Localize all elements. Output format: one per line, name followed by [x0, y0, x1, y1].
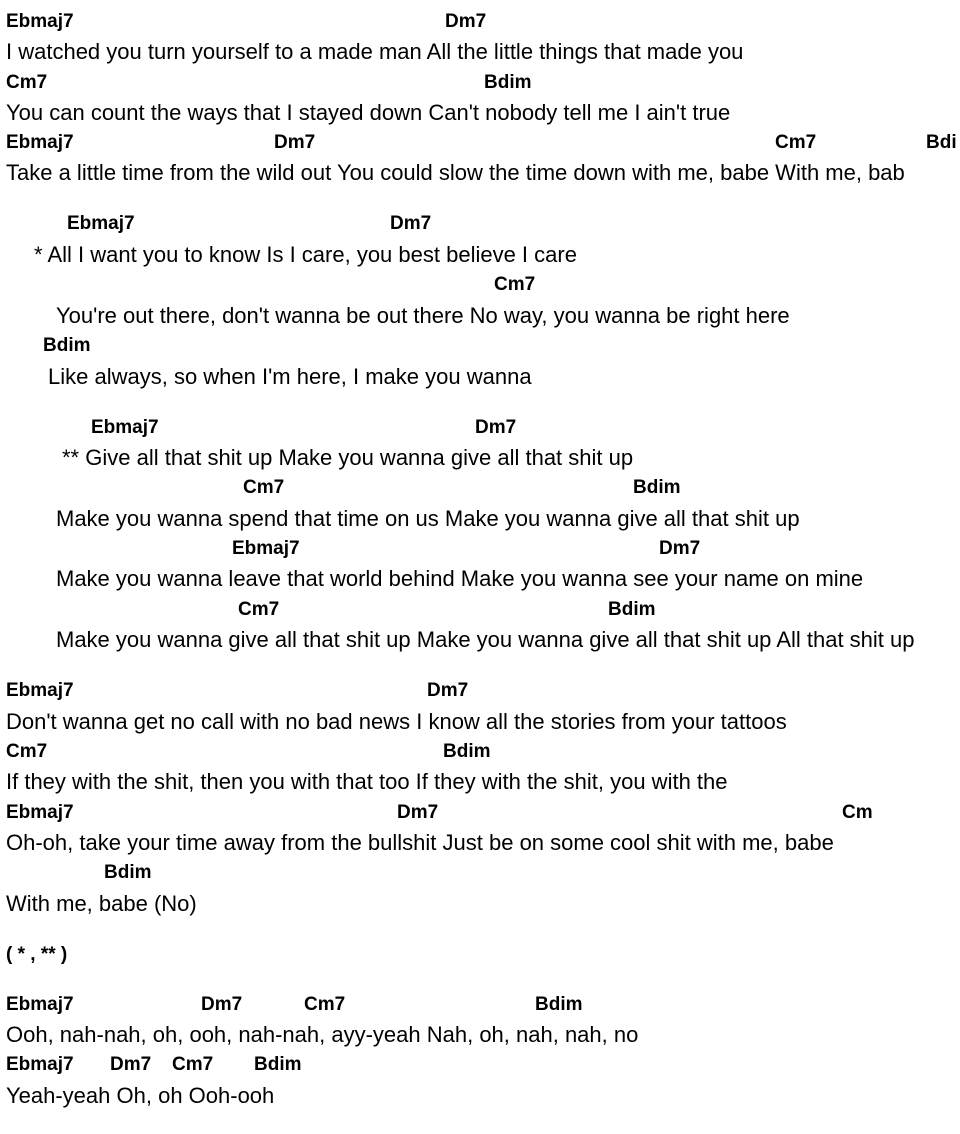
chord: Cm7: [243, 477, 285, 498]
lyric-line: With me, babe (No): [6, 891, 197, 916]
lyric-line: If they with the shit, then you with that too If they with the shit, you with the: [6, 769, 728, 794]
chord: Cm7: [238, 599, 280, 620]
chord: Bdi: [926, 132, 957, 153]
chord: Ebmaj7: [6, 680, 74, 701]
chord: Bdim: [535, 994, 583, 1015]
chord: Bdim: [633, 477, 681, 498]
chord: Ebmaj7: [6, 1054, 74, 1075]
chord: Bdim: [254, 1054, 302, 1075]
chord: Bdim: [484, 72, 532, 93]
chord: Cm: [842, 802, 873, 823]
lyric-line: Make you wanna spend that time on us Make you wanna give all that shit up: [56, 506, 800, 531]
chord: Dm7: [427, 680, 469, 701]
chord: Bdim: [443, 741, 491, 762]
lyric-line: Make you wanna give all that shit up Make you wanna give all that shit up All that shit up: [56, 627, 915, 652]
lyric-line: You can count the ways that I stayed down Can't nobody tell me I ain't true: [6, 100, 731, 125]
chord: Ebmaj7: [67, 213, 135, 234]
chord: Ebmaj7: [6, 11, 74, 32]
chord: Cm7: [494, 274, 536, 295]
lyric-line: Make you wanna leave that world behind Make you wanna see your name on mine: [56, 566, 864, 591]
lyric-line: Ooh, nah-nah, oh, ooh, nah-nah, ayy-yeah Nah, oh, nah, nah, no: [6, 1022, 639, 1047]
chord: Ebmaj7: [6, 802, 74, 823]
lyric-line: ** Give all that shit up Make you wanna give all that shit up: [62, 445, 634, 470]
chord: Cm7: [775, 132, 817, 153]
chord: Bdim: [43, 335, 91, 356]
chord: Dm7: [274, 132, 316, 153]
chord: Cm7: [172, 1054, 214, 1075]
chord: Cm7: [6, 72, 48, 93]
lyric-line: Take a little time from the wild out You could slow the time down with me, babe With me, bab: [6, 160, 905, 185]
repeat-marker: ( * , ** ): [6, 944, 68, 965]
chord: Ebmaj7: [91, 417, 159, 438]
chord: Dm7: [390, 213, 432, 234]
lyric-line: You're out there, don't wanna be out there No way, you wanna be right here: [56, 303, 790, 328]
chord: Ebmaj7: [232, 538, 300, 559]
chord: Dm7: [659, 538, 701, 559]
lyric-line: Like always, so when I'm here, I make you wanna: [48, 364, 532, 389]
chord: Ebmaj7: [6, 132, 74, 153]
chord: Dm7: [445, 11, 487, 32]
chord: Dm7: [110, 1054, 152, 1075]
lyric-line: Yeah-yeah Oh, oh Ooh-ooh: [6, 1083, 275, 1108]
lyric-line: Oh-oh, take your time away from the bullshit Just be on some cool shit with me, babe: [6, 830, 834, 855]
lyric-line: Don't wanna get no call with no bad news I know all the stories from your tattoos: [6, 709, 787, 734]
chord: Dm7: [397, 802, 439, 823]
chord: Cm7: [304, 994, 346, 1015]
chord: Dm7: [201, 994, 243, 1015]
chord: Dm7: [475, 417, 517, 438]
chord: Bdim: [104, 862, 152, 883]
chord: Cm7: [6, 741, 48, 762]
lyric-line: * All I want you to know Is I care, you best believe I care: [34, 242, 577, 267]
chord: Bdim: [608, 599, 656, 620]
lyric-line: I watched you turn yourself to a made man All the little things that made you: [6, 39, 744, 64]
chord: Ebmaj7: [6, 994, 74, 1015]
